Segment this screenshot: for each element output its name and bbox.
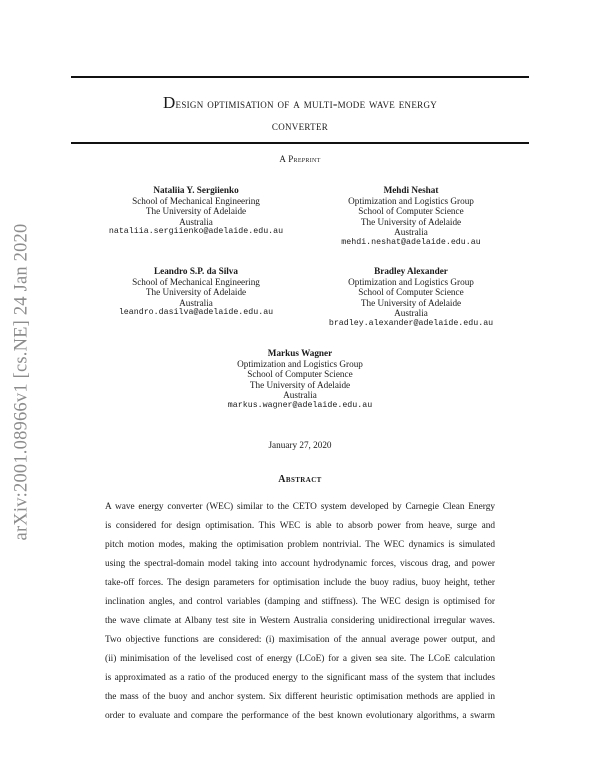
author-email[interactable]: markus.wagner@adelaide.edu.au [227,400,373,410]
author-email[interactable]: bradley.alexander@adelaide.edu.au [328,318,494,328]
abstract-line: order to evaluate and compare the performance of the best known evolutionary algorithms, a swarm [105,711,495,721]
author-affiliation: Australia [394,308,428,319]
author-affiliation: Optimization and Logistics Group [348,276,474,287]
author-block [301,185,521,249]
abstract-line: (ii) minimisation of the levelised cost of energy (LCoE) for a given sea site. The LCoE calculation [105,654,495,664]
author-block [86,185,306,238]
author-affiliation: Optimization and Logistics Group [348,195,474,206]
abstract-body [105,498,495,726]
abstract-heading: Abstract [278,474,322,485]
author-affiliation: Australia [179,297,213,308]
author-affiliation: School of Mechanical Engineering [132,195,260,206]
abstract-line: Two objective functions are considered: (i) maximisation of the annual average power output, and [105,635,495,645]
author-affiliation: School of Computer Science [358,206,464,217]
author-affiliation: The University of Adelaide [145,206,247,217]
abstract-line: is considered for design optimisation. This WEC is able to absorb power from heave, surge and [105,521,495,531]
author-block [301,266,521,330]
author-affiliation: The University of Adelaide [360,297,462,308]
title-line-2: converter [271,118,329,133]
abstract-line: the wave climate at Albany test site in Western Australia considering unidirectional irregular waves. [105,616,495,626]
author-email[interactable]: nataliia.sergiienko@adelaide.edu.au [108,227,284,237]
title-bottom-rule [71,142,529,144]
abstract-line: the mass of the buoy and anchor system. Six different heuristic optimisation methods are applied in [105,692,495,702]
author-name: Markus Wagner [267,348,333,358]
author-name: Bradley Alexander [374,266,448,276]
author-affiliation: Australia [394,227,428,238]
abstract-line: take-off forces. The design parameters for optimisation include the buoy radius, buoy height, tether [105,578,495,588]
author-affiliation: School of Computer Science [247,369,353,380]
publication-date: January 27, 2020 [268,440,332,450]
abstract-line: using the spectral-domain model taking into account hydrodynamic forces, viscous drag, and power [105,559,495,569]
author-block [86,266,306,319]
paper-title [71,92,529,137]
abstract-line: is approximated as a ratio of the produced energy to the significant mass of the system that includes [105,673,495,683]
arxiv-identifier-stamp[interactable]: arXiv:2001.08966v1 [cs.NE] 24 Jan 2020 [11,223,32,541]
title-line-1: esign optimisation of a multi-mode wave energy [175,96,438,111]
author-affiliation: Australia [179,216,213,227]
author-name: Nataliia Y. Sergiienko [153,185,239,195]
author-affiliation: Optimization and Logistics Group [237,358,363,369]
author-email[interactable]: mehdi.neshat@adelaide.edu.au [341,237,481,247]
abstract-line: inclination angles, and control variables (damping and stiffness). The WEC design is optimised for [105,597,495,607]
author-affiliation: School of Computer Science [358,287,464,298]
author-affiliation: The University of Adelaide [145,287,247,298]
author-name: Leandro S.P. da Silva [154,266,238,276]
title-initial-letter: D [162,93,176,112]
author-affiliation: The University of Adelaide [360,216,462,227]
author-affiliation: School of Mechanical Engineering [132,276,260,287]
abstract-line: A wave energy converter (WEC) similar to the CETO system developed by Carnegie Clean Energy [105,502,495,512]
author-block [190,348,410,412]
author-affiliation: Australia [283,390,317,401]
author-email[interactable]: leandro.dasilva@adelaide.edu.au [118,308,274,318]
preprint-label: A Preprint [279,154,321,164]
author-name: Mehdi Neshat [383,185,439,195]
author-affiliation: The University of Adelaide [249,379,351,390]
abstract-line: pitch motion modes, making the optimisation problem nontrivial. The WEC dynamics is simulated [105,540,495,550]
title-top-rule [71,76,529,78]
